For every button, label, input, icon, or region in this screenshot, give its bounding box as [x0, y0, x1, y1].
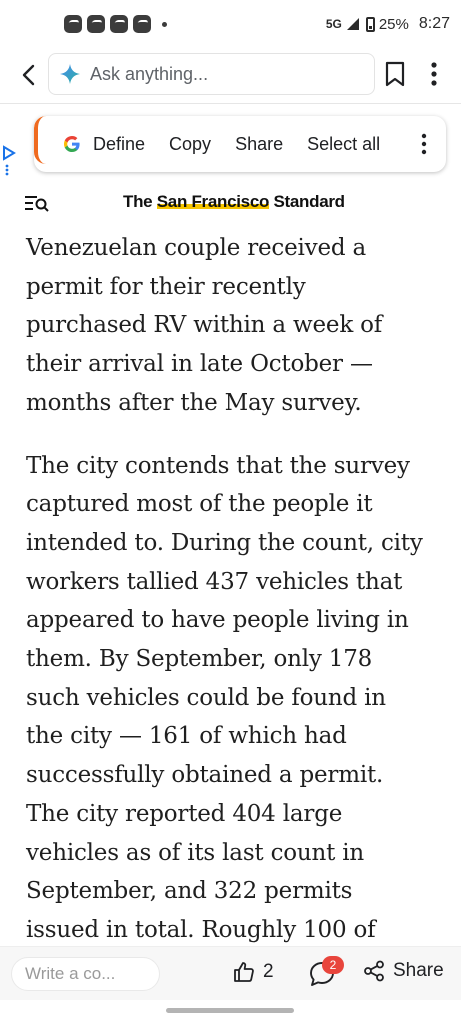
top-divider [0, 103, 461, 104]
clock: 8:27 [418, 15, 450, 32]
site-logo[interactable] [123, 192, 345, 212]
text-line: captured most of the people it [26, 491, 373, 518]
article-body [26, 229, 441, 950]
text-line: such vehicles could be found in [26, 684, 386, 711]
text-line: workers tallied 437 vehicles that [26, 568, 403, 595]
text-line: vehicles as of its last count in [26, 839, 365, 866]
back-arrow-icon[interactable] [14, 60, 44, 90]
article-paragraph [26, 447, 441, 950]
logo-highlight: San Francisco [156, 192, 270, 211]
app-notification-icon [133, 15, 151, 33]
text-line: purchased RV within a week of [26, 312, 383, 339]
app-notification-icon [87, 15, 105, 33]
gemini-sparkle-icon [59, 63, 81, 85]
share-label: Share [393, 960, 444, 981]
comment-input[interactable]: Write a co... [11, 957, 160, 991]
signal-icon [346, 17, 360, 31]
google-g-icon [62, 134, 82, 154]
context-more-icon[interactable] [420, 132, 428, 156]
menu-search-icon[interactable] [24, 194, 50, 212]
more-notifications-dot-icon [162, 22, 167, 27]
notification-icons [64, 15, 167, 33]
text-line: permit for their recently [26, 273, 306, 300]
battery-icon [366, 17, 375, 32]
share-button[interactable] [363, 960, 444, 982]
text-line: The city contends that the survey [26, 452, 410, 479]
more-options-icon[interactable] [424, 60, 444, 88]
text-line: their arrival in late October — [26, 351, 373, 378]
bookmark-icon[interactable] [384, 61, 406, 87]
text-line: issued in total. Roughly 100 of [26, 916, 376, 943]
share-selection-button[interactable]: Share [235, 133, 284, 154]
system-status [326, 15, 450, 33]
like-count: 2 [263, 961, 274, 982]
search-placeholder: Ask anything... [90, 63, 209, 84]
text-line: months after the May survey. [26, 389, 362, 416]
text-line: successfully obtained a permit. [26, 762, 384, 789]
logo-prefix: The [123, 192, 157, 211]
text-line: Venezuelan couple received a [26, 235, 367, 261]
text-line: intended to. During the count, city [26, 529, 423, 556]
selection-accent [34, 116, 56, 164]
article-action-bar [0, 946, 461, 1000]
define-button[interactable]: Define [93, 133, 146, 154]
browser-top-bar [0, 50, 461, 100]
app-notification-icon [64, 15, 82, 33]
article-paragraph [26, 229, 441, 423]
text-line: appeared to have people living in [26, 607, 409, 634]
gesture-navigation-bar[interactable] [166, 1008, 294, 1013]
ad-choices-icon[interactable] [0, 142, 20, 182]
text-line: The city reported 404 large [26, 800, 343, 827]
text-line: them. By September, only 178 [26, 646, 373, 673]
copy-button[interactable]: Copy [169, 133, 212, 154]
text-line: September, and 322 permits [26, 878, 353, 905]
app-notification-icon [110, 15, 128, 33]
comment-count-badge: 2 [322, 956, 344, 974]
text-selection-menu [34, 116, 446, 172]
search-input[interactable] [48, 53, 375, 95]
thumbs-up-icon [232, 960, 256, 984]
status-bar [0, 0, 461, 48]
text-line: the city — 161 of which had [26, 723, 347, 750]
network-type: 5G [325, 17, 342, 31]
share-icon [363, 960, 385, 982]
battery-percent: 25% [378, 15, 409, 33]
logo-suffix: Standard [269, 192, 345, 211]
select-all-button[interactable]: Select all [307, 133, 381, 154]
site-header [0, 180, 461, 224]
like-button[interactable] [232, 960, 274, 984]
